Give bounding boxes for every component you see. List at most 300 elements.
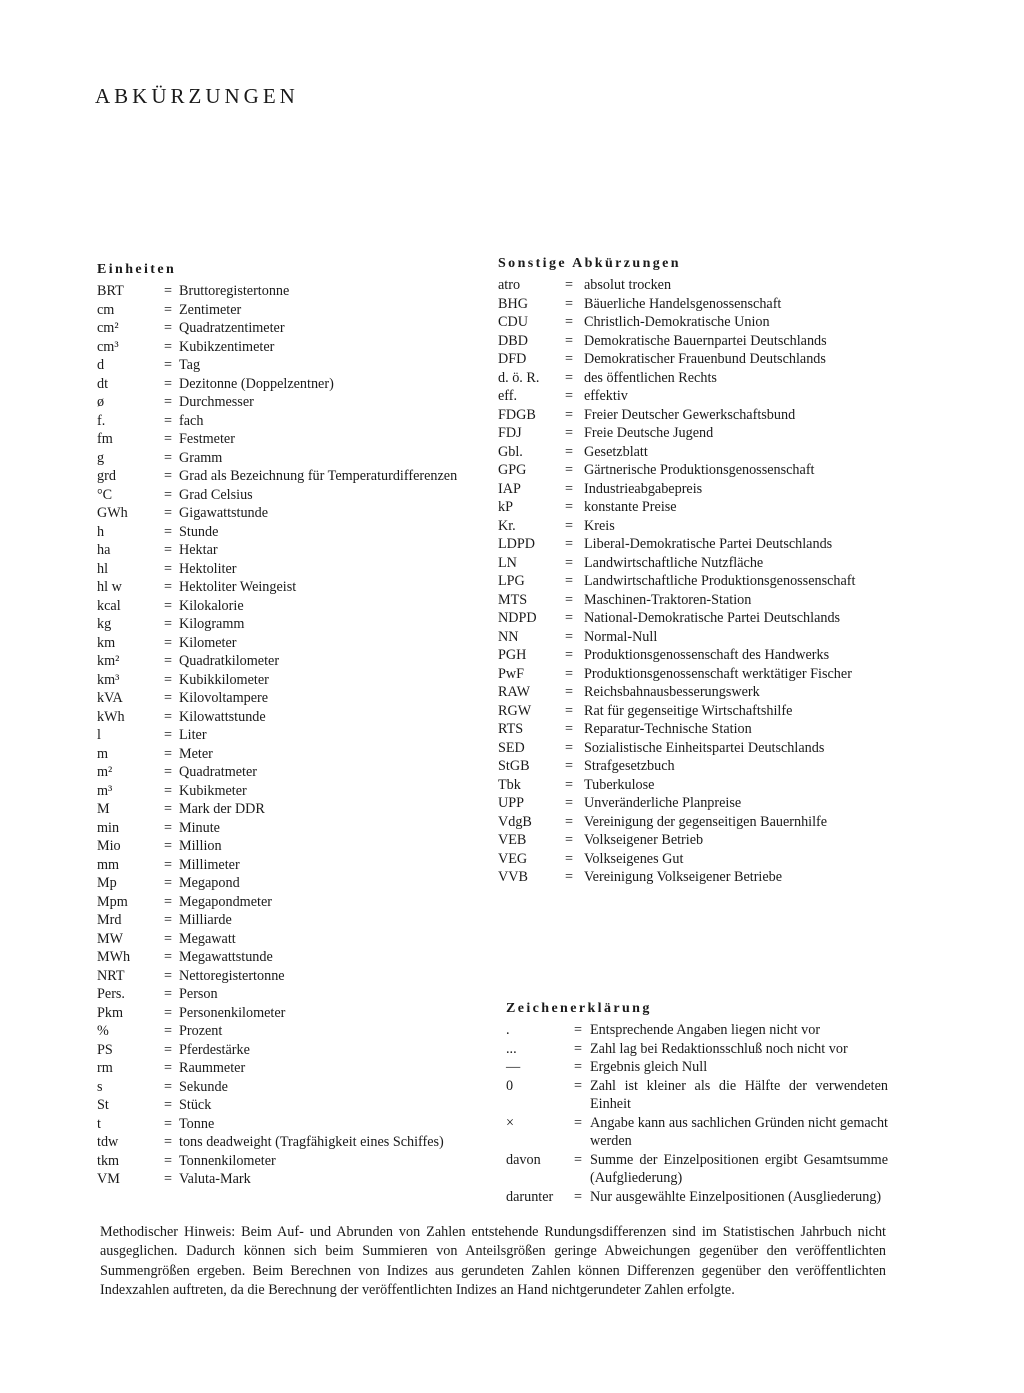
equals-sign: =	[163, 653, 172, 669]
abbreviation-row	[498, 535, 888, 554]
abbreviation-meaning: Tuberkulose	[584, 776, 655, 793]
abbreviation-meaning: Durchmesser	[179, 394, 254, 410]
abbreviation: m³	[97, 782, 113, 799]
abbreviation-meaning: Megawattstunde	[179, 949, 273, 965]
equals-sign: =	[163, 782, 172, 799]
equals-sign: =	[163, 986, 172, 1002]
abbreviation-row	[498, 683, 888, 702]
abbreviation-row	[97, 930, 477, 949]
abbreviation: FDJ	[498, 425, 522, 441]
abbreviation-meaning: Kilokalorie	[179, 597, 244, 614]
abbreviation-row	[498, 480, 888, 499]
equals-sign: =	[163, 1041, 172, 1058]
signs-list	[506, 1021, 888, 1206]
abbreviation-meaning: Maschinen-Traktoren-Station	[584, 591, 752, 608]
abbreviation-meaning: Kubikzentimeter	[179, 338, 275, 355]
abbreviation-meaning: Rat für gegenseitige Wirtschaftshilfe	[584, 702, 793, 719]
abbreviation-meaning: fach	[179, 412, 204, 429]
abbreviation-row	[498, 720, 888, 739]
abbreviation: Kr.	[498, 517, 516, 534]
equals-sign: =	[163, 875, 172, 891]
abbreviation: CDU	[498, 314, 528, 330]
abbreviation-row	[97, 560, 477, 579]
abbreviation-row	[97, 597, 477, 616]
equals-sign: =	[564, 388, 573, 404]
abbreviation-row	[498, 424, 888, 443]
abbreviation: tkm	[97, 1152, 120, 1169]
abbreviation-meaning: Demokratische Bauernpartei Deutschlands	[584, 332, 827, 349]
abbreviation: St	[97, 1097, 109, 1113]
units-section	[97, 262, 477, 1189]
abbreviation: GPG	[498, 462, 527, 478]
abbreviation-meaning: Freier Deutscher Gewerkschaftsbund	[584, 406, 796, 423]
abbreviation-meaning: Prozent	[179, 1023, 223, 1039]
equals-sign: =	[163, 542, 172, 558]
abbreviation: kg	[97, 616, 112, 632]
abbreviation-row	[97, 1096, 477, 1115]
abbreviation-meaning: Ergebnis gleich Null	[590, 1059, 708, 1075]
abbreviation: %	[97, 1023, 109, 1039]
abbreviation: f.	[97, 412, 106, 429]
abbreviation-meaning: effektiv	[584, 388, 628, 404]
abbreviation-row	[97, 782, 477, 801]
abbreviation: VEB	[498, 832, 527, 848]
equals-sign: =	[163, 357, 172, 373]
abbreviation-meaning: National-Demokratische Partei Deutschlands	[584, 610, 841, 626]
abbreviation-meaning: Zentimeter	[179, 301, 242, 318]
abbreviation-row	[97, 874, 477, 893]
abbreviation-meaning: Volkseigener Betrieb	[584, 832, 704, 848]
abbreviation: g	[97, 449, 105, 466]
abbreviation-row	[97, 1059, 477, 1078]
abbreviation: DFD	[498, 351, 527, 367]
abbreviation-meaning: Produktionsgenossenschaft werktätiger Fischer	[584, 665, 852, 682]
equals-sign: =	[573, 1022, 582, 1038]
abbreviation-meaning: Volkseigenes Gut	[584, 850, 684, 867]
abbreviation: kVA	[97, 690, 123, 706]
abbreviation-row	[97, 356, 477, 375]
abbreviation-row	[97, 375, 477, 394]
abbreviation-meaning: Zahl lag bei Redaktionsschluß noch nicht vor	[590, 1040, 848, 1057]
equals-sign: =	[163, 967, 172, 984]
abbreviation-meaning: Kilovoltampere	[179, 690, 269, 706]
abbreviation-meaning: Landwirtschaftliche Nutzfläche	[584, 554, 764, 571]
abbreviation-row	[97, 541, 477, 560]
abbreviation-row	[97, 1078, 477, 1097]
abbreviation-row	[506, 1021, 888, 1040]
equals-sign: =	[163, 671, 172, 688]
abbreviation: StGB	[498, 758, 530, 774]
abbreviation: PS	[97, 1041, 113, 1058]
abbreviation-row	[498, 387, 888, 406]
abbreviation: km	[97, 634, 116, 651]
abbreviation: atro	[498, 277, 521, 293]
abbreviation-row	[97, 467, 477, 486]
abbreviation-row	[506, 1040, 888, 1059]
equals-sign: =	[163, 616, 172, 632]
equals-sign: =	[564, 480, 573, 497]
equals-sign: =	[564, 795, 573, 811]
equals-sign: =	[564, 536, 573, 552]
equals-sign: =	[163, 412, 172, 429]
equals-sign: =	[564, 406, 573, 423]
abbreviation: h	[97, 523, 105, 540]
equals-sign: =	[573, 1188, 582, 1205]
abbreviation-meaning: Raummeter	[179, 1060, 246, 1076]
abbreviation-row	[498, 369, 888, 388]
abbreviation: ...	[506, 1040, 517, 1057]
equals-sign: =	[163, 579, 172, 595]
signs-section	[506, 1001, 888, 1206]
abbreviation-row	[97, 578, 477, 597]
abbreviation-row	[97, 893, 477, 912]
abbreviation-row	[498, 831, 888, 850]
abbreviation-meaning: Normal-Null	[584, 628, 658, 645]
abbreviation: hl w	[97, 579, 122, 595]
abbreviation-meaning: tons deadweight (Tragfähigkeit eines Schiffes)	[179, 1134, 444, 1150]
abbreviation-meaning: Festmeter	[179, 431, 235, 447]
equals-sign: =	[564, 517, 573, 534]
abbreviation-row	[97, 430, 477, 449]
equals-sign: =	[564, 295, 573, 312]
abbreviation-row	[498, 406, 888, 425]
equals-sign: =	[163, 912, 172, 928]
abbreviation: —	[506, 1059, 521, 1075]
equals-sign: =	[163, 301, 172, 318]
signs-heading: Zeichenerklärung	[506, 1001, 652, 1016]
equals-sign: =	[573, 1151, 582, 1168]
abbreviation-row	[97, 1004, 477, 1023]
abbreviation: Mrd	[97, 912, 122, 928]
equals-sign: =	[163, 690, 172, 706]
equals-sign: =	[573, 1114, 582, 1131]
abbreviation-meaning: konstante Preise	[584, 499, 677, 515]
equals-sign: =	[163, 949, 172, 965]
abbreviation-row	[498, 850, 888, 869]
abbreviation-meaning: Grad Celsius	[179, 486, 253, 503]
abbreviation-row	[498, 461, 888, 480]
abbreviation-row	[506, 1188, 888, 1207]
abbreviation-meaning: Hektoliter	[179, 560, 237, 577]
abbreviation-meaning: Tag	[179, 357, 201, 373]
equals-sign: =	[163, 1023, 172, 1039]
abbreviation: d. ö. R.	[498, 369, 540, 386]
abbreviation-meaning: Reichsbahnausbesserungswerk	[584, 684, 760, 700]
abbreviation-row	[97, 708, 477, 727]
equals-sign: =	[163, 745, 172, 762]
equals-sign: =	[564, 462, 573, 478]
equals-sign: =	[564, 554, 573, 571]
equals-sign: =	[564, 628, 573, 645]
abbreviation-meaning: Quadratmeter	[179, 764, 257, 780]
abbreviation-meaning: Industrieabgabepreis	[584, 480, 703, 497]
abbreviation-meaning: Grad als Bezeichnung für Temperaturdifferenzen	[179, 468, 458, 484]
abbreviation-row	[97, 1041, 477, 1060]
abbreviation-row	[498, 554, 888, 573]
equals-sign: =	[564, 499, 573, 515]
abbreviation: UPP	[498, 795, 525, 811]
abbreviation-row	[97, 911, 477, 930]
abbreviation-row	[97, 819, 477, 838]
abbreviation: MWh	[97, 949, 131, 965]
abbreviation: ø	[97, 394, 105, 410]
abbreviation: Mp	[97, 875, 117, 891]
abbreviation: VVB	[498, 869, 528, 885]
equals-sign: =	[163, 1152, 172, 1169]
equals-sign: =	[163, 893, 172, 910]
equals-sign: =	[163, 727, 172, 743]
equals-sign: =	[163, 338, 172, 355]
abbreviation-row	[498, 628, 888, 647]
abbreviation-meaning: Stück	[179, 1097, 212, 1113]
equals-sign: =	[564, 610, 573, 626]
abbreviation-row	[97, 615, 477, 634]
abbreviation-meaning: Gramm	[179, 449, 223, 466]
abbreviation-meaning: Stunde	[179, 523, 219, 540]
abbreviation-row	[498, 794, 888, 813]
abbreviation-row	[506, 1151, 888, 1188]
equals-sign: =	[163, 708, 172, 725]
abbreviation-meaning: Liberal-Demokratische Partei Deutschlands	[584, 536, 833, 552]
abbreviation-meaning: Megapond	[179, 875, 240, 891]
abbreviation-meaning: Kilowattstunde	[179, 708, 266, 725]
abbreviation: DBD	[498, 332, 528, 349]
equals-sign: =	[564, 813, 573, 830]
abbreviation-row	[498, 868, 888, 887]
abbreviation-row	[498, 498, 888, 517]
abbreviation-meaning: Megapondmeter	[179, 893, 272, 910]
abbreviation-row	[97, 338, 477, 357]
abbreviation: hl	[97, 560, 109, 577]
abbreviation-meaning: Freie Deutsche Jugend	[584, 425, 714, 441]
other-abbreviations-section	[498, 256, 888, 887]
abbreviation-row	[97, 856, 477, 875]
equals-sign: =	[564, 721, 573, 737]
abbreviation-meaning: Zahl ist kleiner als die Hälfte der verwendeten Einheit	[590, 1077, 888, 1112]
abbreviation-meaning: Nettoregistertonne	[179, 967, 285, 984]
abbreviation: darunter	[506, 1188, 554, 1205]
abbreviation: ha	[97, 542, 111, 558]
abbreviation-row	[97, 393, 477, 412]
abbreviation-meaning: Gigawattstunde	[179, 505, 269, 521]
equals-sign: =	[163, 634, 172, 651]
abbreviation: PwF	[498, 665, 525, 682]
abbreviation-meaning: Bruttoregistertonne	[179, 283, 290, 299]
abbreviation: kWh	[97, 708, 125, 725]
other-abbreviations-list	[498, 276, 888, 887]
units-heading: Einheiten	[97, 262, 177, 277]
abbreviation-meaning: Sozialistische Einheitspartei Deutschlands	[584, 739, 825, 756]
abbreviation: min	[97, 819, 120, 836]
abbreviation: fm	[97, 431, 113, 447]
abbreviation: Pkm	[97, 1004, 124, 1021]
abbreviation-meaning: Unveränderliche Planpreise	[584, 795, 742, 811]
equals-sign: =	[564, 776, 573, 793]
equals-sign: =	[564, 869, 573, 885]
equals-sign: =	[163, 856, 172, 873]
equals-sign: =	[163, 1078, 172, 1095]
abbreviation-meaning: Mark der DDR	[179, 801, 265, 817]
equals-sign: =	[163, 1171, 172, 1187]
equals-sign: =	[564, 369, 573, 386]
abbreviation: .	[506, 1022, 510, 1038]
abbreviation-meaning: Bäuerliche Handelsgenossenschaft	[584, 295, 782, 312]
equals-sign: =	[163, 1097, 172, 1113]
abbreviation: 0	[506, 1077, 514, 1094]
equals-sign: =	[163, 431, 172, 447]
abbreviation: Mio	[97, 838, 121, 854]
abbreviation: cm³	[97, 338, 119, 355]
abbreviation: MTS	[498, 591, 528, 608]
equals-sign: =	[564, 314, 573, 330]
abbreviation-meaning: Nur ausgewählte Einzelpositionen (Ausgliederung)	[590, 1188, 882, 1205]
abbreviation: t	[97, 1115, 101, 1132]
abbreviation: davon	[506, 1151, 541, 1168]
abbreviation-meaning: Personenkilometer	[179, 1004, 286, 1021]
abbreviation-meaning: Megawatt	[179, 930, 236, 947]
abbreviation: NDPD	[498, 610, 537, 626]
abbreviation: d	[97, 357, 105, 373]
abbreviation-row	[97, 319, 477, 338]
abbreviation-row	[498, 609, 888, 628]
equals-sign: =	[163, 283, 172, 299]
equals-sign: =	[163, 375, 172, 392]
abbreviation: RAW	[498, 684, 530, 700]
abbreviation-meaning: Demokratischer Frauenbund Deutschlands	[584, 351, 826, 367]
abbreviation-meaning: Kilogramm	[179, 616, 245, 632]
abbreviation-meaning: des öffentlichen Rechts	[584, 369, 717, 386]
abbreviation-row	[97, 763, 477, 782]
abbreviation: Pers.	[97, 986, 125, 1002]
equals-sign: =	[163, 560, 172, 577]
equals-sign: =	[163, 597, 172, 614]
equals-sign: =	[564, 591, 573, 608]
abbreviation-row	[97, 1170, 477, 1189]
equals-sign: =	[163, 1134, 172, 1150]
abbreviation: BRT	[97, 283, 124, 299]
abbreviation: km²	[97, 653, 120, 669]
equals-sign: =	[564, 832, 573, 848]
abbreviation-row	[97, 800, 477, 819]
abbreviation-meaning: Meter	[179, 745, 213, 762]
abbreviation-meaning: Summe der Einzelpositionen ergibt Gesamtsumme (Aufgliederung)	[590, 1151, 888, 1186]
equals-sign: =	[163, 468, 172, 484]
equals-sign: =	[564, 850, 573, 867]
abbreviation-row	[97, 726, 477, 745]
abbreviation-row	[498, 702, 888, 721]
equals-sign: =	[163, 1115, 172, 1132]
abbreviation: BHG	[498, 295, 528, 312]
abbreviation-row	[498, 591, 888, 610]
abbreviation-row	[498, 313, 888, 332]
abbreviation: VdgB	[498, 813, 532, 830]
abbreviation-meaning: Kubikkilometer	[179, 671, 269, 688]
abbreviation-meaning: Hektar	[179, 542, 218, 558]
abbreviation-meaning: Million	[179, 838, 222, 854]
abbreviation-meaning: Reparatur-Technische Station	[584, 721, 752, 737]
abbreviation: RTS	[498, 721, 524, 737]
abbreviation: SED	[498, 739, 525, 756]
abbreviation-meaning: Quadratkilometer	[179, 653, 280, 669]
equals-sign: =	[163, 819, 172, 836]
equals-sign: =	[564, 425, 573, 441]
abbreviation-row	[506, 1077, 888, 1114]
abbreviation: MW	[97, 930, 124, 947]
abbreviation: dt	[97, 375, 109, 392]
equals-sign: =	[564, 351, 573, 367]
abbreviation: LPG	[498, 573, 525, 589]
abbreviation-row	[498, 350, 888, 369]
abbreviation-meaning: Dezitonne (Doppelzentner)	[179, 375, 334, 392]
equals-sign: =	[163, 764, 172, 780]
equals-sign: =	[163, 449, 172, 466]
equals-sign: =	[564, 684, 573, 700]
abbreviation-meaning: Tonne	[179, 1115, 215, 1132]
abbreviation-row	[506, 1058, 888, 1077]
abbreviation-row	[97, 1115, 477, 1134]
equals-sign: =	[564, 332, 573, 349]
abbreviation-meaning: Liter	[179, 727, 207, 743]
abbreviation: cm²	[97, 320, 119, 336]
equals-sign: =	[564, 665, 573, 682]
abbreviation-meaning: Strafgesetzbuch	[584, 758, 675, 774]
abbreviation-meaning: Gesetzblatt	[584, 443, 648, 460]
abbreviation: M	[97, 801, 110, 817]
abbreviation-meaning: Christlich-Demokratische Union	[584, 314, 770, 330]
units-list	[97, 282, 477, 1189]
abbreviation: GWh	[97, 505, 128, 521]
abbreviation-meaning: Entsprechende Angaben liegen nicht vor	[590, 1022, 821, 1038]
abbreviation-meaning: Vereinigung Volkseigener Betriebe	[584, 869, 783, 885]
abbreviation: NN	[498, 628, 519, 645]
abbreviation-meaning: Kreis	[584, 517, 615, 534]
abbreviation: °C	[97, 486, 113, 503]
abbreviation: grd	[97, 468, 116, 484]
abbreviation-row	[97, 1152, 477, 1171]
equals-sign: =	[163, 838, 172, 854]
abbreviation-row	[97, 282, 477, 301]
abbreviation-meaning: Hektoliter Weingeist	[179, 579, 297, 595]
abbreviation: RGW	[498, 702, 532, 719]
abbreviation-meaning: absolut trocken	[584, 277, 672, 293]
equals-sign: =	[163, 505, 172, 521]
equals-sign: =	[163, 523, 172, 540]
abbreviation-row	[97, 948, 477, 967]
equals-sign: =	[163, 486, 172, 503]
abbreviation-meaning: Gärtnerische Produktionsgenossenschaft	[584, 462, 815, 478]
abbreviation-row	[97, 412, 477, 431]
equals-sign: =	[573, 1059, 582, 1075]
equals-sign: =	[564, 647, 573, 663]
abbreviation: PGH	[498, 647, 527, 663]
abbreviation-meaning: Angabe kann aus sachlichen Gründen nicht gemacht werden	[590, 1114, 888, 1149]
equals-sign: =	[163, 1060, 172, 1076]
equals-sign: =	[163, 801, 172, 817]
abbreviation-meaning: Landwirtschaftliche Produktionsgenossenschaft	[584, 573, 856, 589]
abbreviation-row	[97, 671, 477, 690]
abbreviation-row	[97, 486, 477, 505]
equals-sign: =	[564, 277, 573, 293]
equals-sign: =	[163, 320, 172, 336]
abbreviation: Gbl.	[498, 443, 523, 460]
abbreviation: kP	[498, 499, 513, 515]
abbreviation-row	[498, 517, 888, 536]
abbreviation-meaning: Person	[179, 986, 218, 1002]
abbreviation-row	[498, 295, 888, 314]
abbreviation-row	[498, 813, 888, 832]
abbreviation: LDPD	[498, 536, 536, 552]
abbreviation: FDGB	[498, 406, 536, 423]
